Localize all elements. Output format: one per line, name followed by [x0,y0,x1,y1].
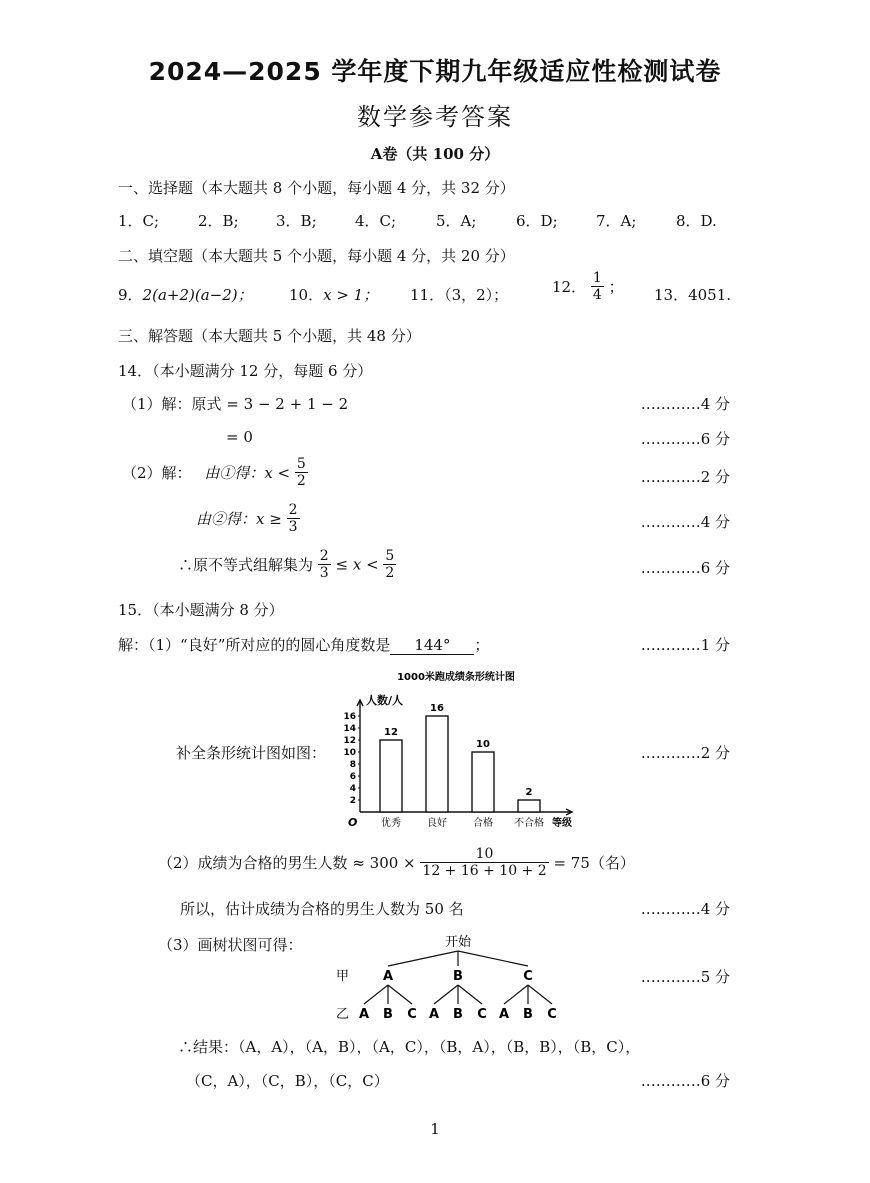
answer-1: 1．C; [118,212,160,230]
y-tick-label: 2 [349,796,356,806]
fill-answer-12 [552,270,624,303]
q15-3-line: （3）画树状图可得： [158,936,303,954]
tree-level2-node: B [383,1007,393,1022]
tree-branch [458,951,528,966]
chart-title: 1000米跑成绩条形统计图 [397,672,515,683]
answer-7: 7．A; [596,212,637,230]
answer-8: 8．D. [676,212,717,230]
tree-diagram [330,930,580,1025]
q15-1-text: 解：（1）“良好”所对应的的圆心角度数是 [118,636,391,654]
y-tick-label: 6 [349,772,356,782]
numerator: 2 [288,502,298,518]
q14-2-solution-label: ∴原不等式组解集为 [178,556,314,575]
tree-branch [364,985,388,1004]
origin-label: O [348,816,358,829]
fill-answer-13: 13．4051. [654,286,732,304]
bar-value-label: 12 [384,727,398,738]
q15-2-line1 [158,846,635,879]
answer-5: 5．A; [436,212,477,230]
q15-3-points: …………5 分 [640,968,730,986]
q14-heading: 14．（本小题满分 12 分，每题 6 分） [118,362,373,380]
q12-semicolon: ； [608,278,624,297]
q14-2-line2 [196,502,300,535]
tree-level2-node: C [547,1007,557,1022]
bar-合格 [472,752,494,812]
exam-title: 2024—2025 学年度下期九年级适应性检测试卷 [148,57,722,86]
fraction-5-2 [383,548,396,581]
category-label: 合格 [473,818,493,829]
bar-value-label: 10 [476,739,490,750]
tree-branch [458,985,482,1004]
fill-answer-9 [118,284,253,305]
section-fill-heading: 二、填空题（本大题共 5 个小题，每小题 4 分，共 20 分） [118,247,515,265]
fill-answer-10 [289,284,378,305]
q9-answer: 2(a+2)(a−2)； [142,286,253,304]
tree-level2-node: C [477,1007,487,1022]
tree-level2-node: B [523,1007,533,1022]
category-label: 不合格 [514,818,544,829]
part-a-heading: A卷（共 100 分） [370,145,500,163]
y-tick-label: 10 [343,748,356,758]
q15-1-semicolon: ； [474,636,490,654]
q14-2-label: （2）解： [122,464,192,483]
y-tick-label: 12 [343,736,356,746]
q14-2-points-c: …………6 分 [640,559,730,577]
page-number: 1 [430,1120,440,1138]
result-line-2: （C，A），（C，B），（C，C） [186,1072,389,1090]
q15-heading: 15．（本小题满分 8 分） [118,601,284,619]
q14-2-ineq1: 由①得：x < [204,464,291,483]
q14-2-solution-mid: ≤ x < [335,555,379,574]
q14-1-points-a: …………4 分 [640,395,730,413]
q14-1-points-b: …………6 分 [640,430,730,448]
tree-level2-node: A [428,1007,440,1022]
q14-2-line3 [178,548,396,581]
answer-2: 2．B; [198,212,239,230]
bar-value-label: 16 [430,703,444,714]
tree-branch [388,951,458,966]
answer-4: 4．C; [355,212,397,230]
y-axis-label: 人数/人 [366,694,404,707]
q15-1-points: …………1 分 [640,636,730,654]
tree-branch [388,985,412,1004]
numerator: 2 [319,548,329,564]
numerator: 5 [385,548,395,564]
q14-1-line1: （1）解：原式 = 3 − 2 + 1 − 2 [122,395,349,413]
fill-answer-11: 11．（3，2）； [410,286,509,304]
tree-branch [528,985,552,1004]
numerator: 10 [420,846,548,863]
q14-2-points-b: …………4 分 [640,513,730,531]
q12-denominator: 4 [592,287,602,304]
bar-良好 [426,716,448,812]
q12-number: 12． [552,278,587,297]
section-choice-heading: 一、选择题（本大题共 8 个小题，每小题 4 分，共 32 分） [118,179,515,197]
tree-row-label-jia: 甲 [336,969,350,984]
numerator: 5 [296,456,306,472]
fraction-5-2 [295,456,308,489]
fraction-2-3 [318,548,331,581]
tree-level2-node: A [498,1007,510,1022]
q14-2-ineq2: 由②得：x ≥ [196,510,282,529]
tree-level1-node: A [382,969,394,984]
tree-level1-node: C [523,969,533,984]
y-tick-label: 16 [343,712,356,722]
bar-不合格 [518,800,540,812]
tree-level1-node: B [453,969,463,984]
q15-1-line [118,634,489,655]
y-tick-label: 8 [349,760,356,770]
tree-level2-node: B [453,1007,463,1022]
q12-numerator: 1 [592,270,602,286]
bar-chart [338,664,588,836]
category-label: 优秀 [381,818,401,829]
q10-number: 10． [289,286,324,304]
q15-3-points-b: …………6 分 [640,1072,730,1090]
tree-level2-node: A [358,1007,370,1022]
y-tick-label: 14 [343,724,356,734]
denominator: 3 [319,565,329,582]
q10-answer: x > 1； [323,286,379,304]
y-tick-label: 4 [349,784,356,794]
tree-branch [434,985,458,1004]
denominator: 3 [288,519,298,536]
q14-1-line2: = 0 [226,428,253,446]
tree-row-label-yi: 乙 [336,1007,350,1022]
q15-chart-points: …………2 分 [640,744,730,762]
answer-3: 3．B; [276,212,317,230]
q14-2-points-a: …………2 分 [640,468,730,486]
q9-number: 9． [118,286,143,304]
q15-2-points: …………4 分 [640,900,730,918]
denominator: 12 + 16 + 10 + 2 [422,863,547,880]
chart-caption: 补全条形统计图如图： [176,744,327,762]
category-label: 良好 [427,818,447,829]
denominator: 2 [296,473,306,490]
bar-优秀 [380,740,402,812]
result-line-1: ∴结果：（A，A），（A，B），（A，C），（B，A），（B，B），（B，C）， [178,1038,641,1056]
tree-level2-node: C [407,1007,417,1022]
q15-2-result: = 75（名） [553,854,635,873]
q15-2-line2: 所以，估计成绩为合格的男生人数为 50 名 [180,900,464,918]
tree-root-label: 开始 [444,935,472,950]
denominator: 2 [385,565,395,582]
q15-2-text: （2）成绩为合格的男生人数 ≈ 300 × [158,854,416,873]
q15-2-fraction [420,846,548,879]
tree-branch [504,985,528,1004]
answer-6: 6．D; [516,212,558,230]
q14-2-line1 [122,456,308,489]
bar-value-label: 2 [525,787,533,798]
fraction-2-3 [287,502,300,535]
q12-fraction [591,270,604,303]
x-axis-label: 等级 [552,818,572,829]
q15-1-answer: 144° [390,636,474,655]
section-solve-heading: 三、解答题（本大题共 5 个小题，共 48 分） [118,327,421,345]
answer-key-title: 数学参考答案 [357,103,513,131]
